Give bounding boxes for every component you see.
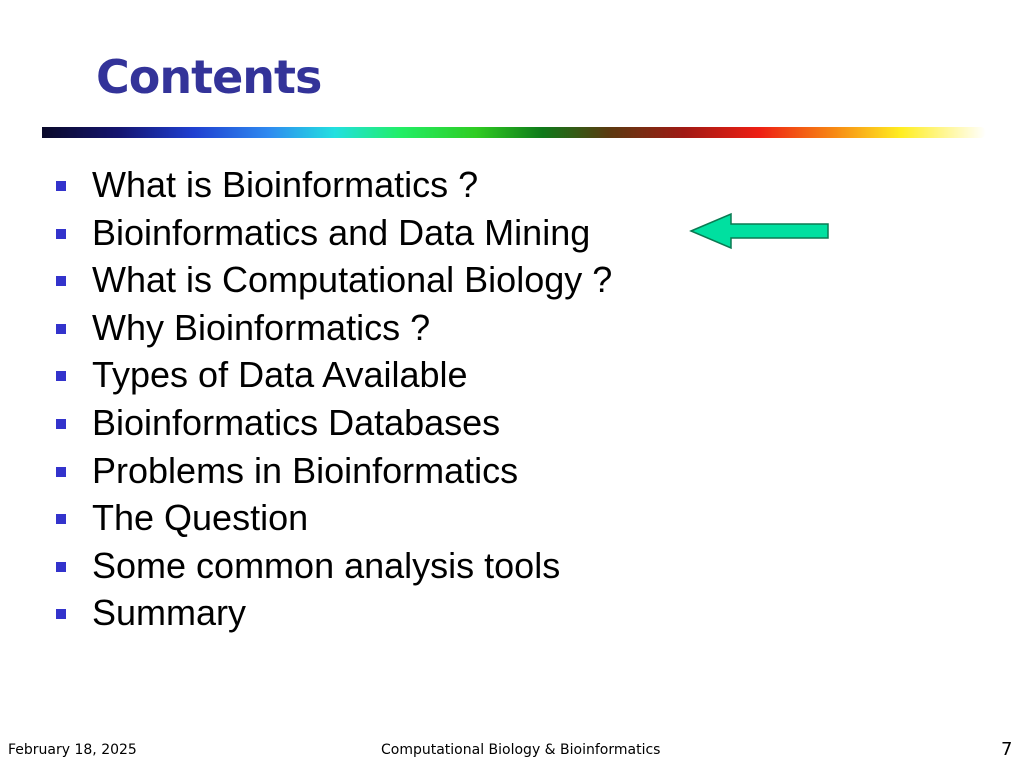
page-number: 7 [1001, 739, 1013, 760]
left-arrow-icon [689, 211, 831, 251]
square-bullet-icon [56, 467, 66, 477]
square-bullet-icon [56, 181, 66, 191]
slide-title: Contents [96, 50, 322, 104]
square-bullet-icon [56, 514, 66, 524]
list-item-text: Some common analysis tools [92, 544, 561, 586]
list-item-text: The Question [92, 497, 309, 539]
square-bullet-icon [56, 324, 66, 334]
list-item-text: What is Computational Biology ? [92, 259, 613, 301]
list-item-text: Why Bioinformatics ? [92, 306, 431, 348]
footer-course-title: Computational Biology & Bioinformatics [381, 742, 661, 758]
list-item-text: Problems in Bioinformatics [92, 449, 519, 491]
footer-date: February 18, 2025 [8, 742, 137, 758]
list-item-text: What is Bioinformatics ? [92, 164, 479, 205]
title-divider-bar [42, 127, 986, 138]
square-bullet-icon [56, 609, 66, 619]
square-bullet-icon [56, 562, 66, 572]
square-bullet-icon [56, 371, 66, 381]
list-item-text: Summary [92, 592, 247, 634]
square-bullet-icon [56, 419, 66, 429]
square-bullet-icon [56, 229, 66, 239]
list-item-text: Types of Data Available [92, 354, 468, 396]
list-item-text: Bioinformatics Databases [92, 401, 501, 443]
square-bullet-icon [56, 276, 66, 286]
list-item-text: Bioinformatics and Data Mining [92, 211, 591, 253]
